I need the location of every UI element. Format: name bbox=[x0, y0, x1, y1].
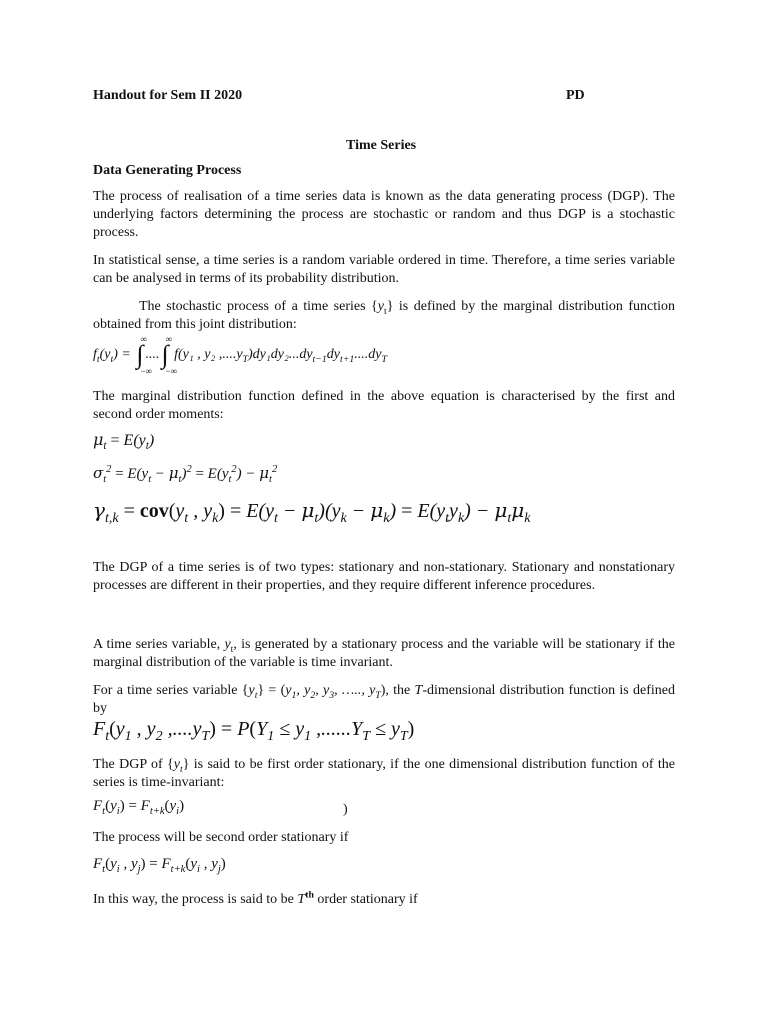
header-initials: PD bbox=[566, 88, 585, 103]
paragraph-dgp-definition: The process of realisation of a time series data is known as the data generating process (DGP). The underlying factors determining the process are stochastic or random and thus DGP is a stochastic process. bbox=[93, 189, 675, 240]
equation-covariance: $\gamma_{t,k} = cov(y_t$ , $y_k) = E(y_t - \mu_t)(y_k - \mu_k) = E(y_ty_k) - \mu_t\mu_k$ bbox=[93, 498, 531, 526]
paragraph-t-th-order: In this way, the process is said to be $T^{th}$ order stationary if bbox=[93, 889, 418, 907]
section-heading: Data Generating Process bbox=[93, 163, 242, 178]
equation-joint-distribution: $F_t(y_1$ , $y_2$ $,....y_T) = P(Y_1 \le y_1$ $,......Y_T \le y_T$) bbox=[93, 718, 415, 744]
page-title: Time Series bbox=[346, 138, 417, 153]
paragraph-dgp-types: The DGP of a time series is of two types: stationary and non-stationary. Stationary and nonstationary processes are different in their properties, and they require different inference procedures. bbox=[93, 560, 675, 593]
stray-parenthesis: ) bbox=[343, 802, 348, 817]
paragraph-t-dimensional: For a time series variable $\{y_t\} = (y_1$, $y_2$, $y_3$, ….., $y_T$), the T-dimensional distribution function is defined by bbox=[93, 683, 675, 716]
equation-first-order: $F_t(y_i) = F_{t+k}(y_i)$ bbox=[93, 798, 185, 817]
header-title: Handout for Sem II 2020 bbox=[93, 88, 243, 103]
equation-mean: $\mu_t = E(y_t)$ bbox=[93, 430, 155, 453]
paragraph-statistical-sense: In statistical sense, a time series is a random variable ordered in time. Therefore, a time series variable can be analysed in terms of its probability distribution. bbox=[93, 253, 675, 286]
equation-marginal-distribution: $f_t(y_t)$ = ∫ ∞ −∞ ....∫ ∞ −∞ f(y₁ , y₂ $,....y_T)dy_1dy_2...dy_{t-1}dy_{t+1}....dy_T$ bbox=[93, 334, 387, 376]
paragraph-second-order: The process will be second order stationary if bbox=[93, 830, 349, 845]
paragraph-stationary-variable: A time series variable, $y_t$, is generated by a stationary process and the variable will be stationary if the marginal distribution of the variable is time invariant. bbox=[93, 637, 675, 670]
equation-variance: $\sigma_t^2 = E(y_t - \mu_t)^2 = E(y_t^2) - \mu_t^2$ bbox=[93, 464, 278, 485]
paragraph-moments: The marginal distribution function defined in the above equation is characterised by the first and second order moments: bbox=[93, 389, 675, 422]
integral-sign: ∫ ∞ −∞ bbox=[136, 334, 152, 376]
equation-second-order: $F_t(y_i$ , $y_j) = F_{t+k}(y_i$ , $y_j$) bbox=[93, 856, 226, 875]
paragraph-stochastic-process: The stochastic process of a time series $\{y_t\}$ is defined by the marginal distribution function obtained from this joint distribution: bbox=[93, 299, 675, 332]
paragraph-first-order: The DGP of $\{y_t\}$ is said to be first order stationary, if the one dimensional distribution function of the series is time-invariant: bbox=[93, 757, 676, 790]
integral-sign: ∫ ∞ −∞ bbox=[161, 334, 177, 376]
